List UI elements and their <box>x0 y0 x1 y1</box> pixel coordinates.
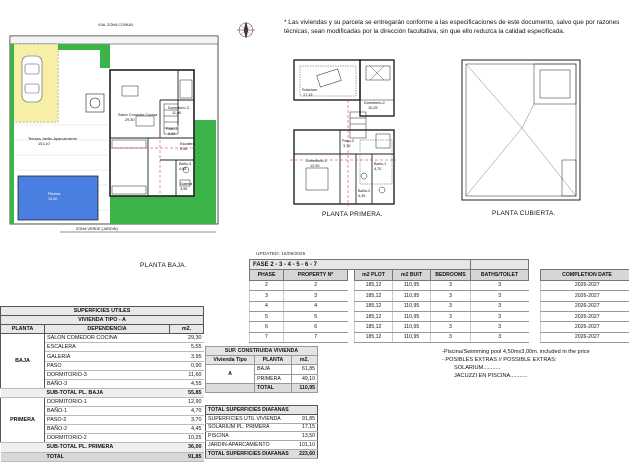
cell: 185,12 <box>355 280 393 290</box>
car-icon <box>22 56 42 102</box>
floor-label: PRIMERA <box>1 397 45 442</box>
table-title: TOTAL SUPERFICIES DIAFANAS <box>206 406 318 415</box>
ground-floor-plan <box>10 36 218 232</box>
table-row <box>250 291 629 301</box>
cell: 2 <box>250 280 284 290</box>
room-label: Baño-2 <box>358 189 371 193</box>
col-header: Vivienda Tipo <box>206 356 255 365</box>
total-row <box>1 452 204 461</box>
room-area: 3,70 <box>343 144 351 148</box>
cell: 2026-2027 <box>541 291 629 301</box>
cell: 3 <box>471 280 529 290</box>
house-type: A <box>206 365 255 383</box>
col-header: BEDROOMS <box>431 270 471 280</box>
cell: DORMITORIO-2 <box>45 434 170 443</box>
cell: 3 <box>284 291 348 301</box>
floor-label: BAJA <box>1 334 45 389</box>
table-title: SUP. CONSTRUIDA VIVIENDA <box>206 347 318 356</box>
col-header: PLANTA <box>1 325 45 334</box>
room-label: Baño-1 <box>374 162 387 166</box>
table-row <box>250 280 629 290</box>
cell: DORMITORIO-1 <box>45 397 170 406</box>
room-area: 0,90 <box>168 132 176 136</box>
cell: 0,90 <box>170 361 204 370</box>
cell: SALON COMEDOR COCINA <box>45 334 170 343</box>
cell: 185,12 <box>355 332 393 342</box>
cell: 5 <box>284 311 348 321</box>
cell: 3 <box>431 301 471 311</box>
cell: SUPERFICIES UTIL VIVIENDA <box>206 414 296 423</box>
cell: 49,10 <box>291 374 317 383</box>
col-header: m2 BUIT <box>393 270 431 280</box>
cell: DORMITORIO-3 <box>45 370 170 379</box>
cell: 3 <box>431 332 471 342</box>
room-area: 101,10 <box>38 142 50 146</box>
cell: 10,25 <box>170 434 204 443</box>
table-row <box>206 414 318 423</box>
room-area: 4,55 <box>179 167 187 171</box>
updated-date: UPDATED: 15/09/2025 <box>256 252 306 257</box>
col-header: m2 PLOT <box>355 270 393 280</box>
room-label: Solarium <box>302 88 317 92</box>
cell: 4,70 <box>170 407 204 416</box>
col-header: PLANTA <box>255 356 292 365</box>
room-area: 11,60 <box>172 111 182 115</box>
cell: 2026-2027 <box>541 280 629 290</box>
road-bottom-label: ZONA VERDE (JARDIN) <box>76 227 118 231</box>
room-area: 13,50 <box>48 197 58 201</box>
first-floor-plan <box>290 60 396 206</box>
table-row <box>206 441 318 450</box>
cell: 91,85 <box>296 414 318 423</box>
cell: 3 <box>471 291 529 301</box>
cell: 2026-2027 <box>541 301 629 311</box>
cell: SUB-TOTAL PL. BAJA <box>45 388 170 397</box>
cell: 2026-2027 <box>541 322 629 332</box>
table-subtitle: VIVIENDA TIPO - A <box>1 316 204 325</box>
cell: PASO <box>45 361 170 370</box>
extras-item: JACUZZI EN PISCINA........... <box>454 373 528 380</box>
cell: 12,90 <box>170 397 204 406</box>
cell: 61,85 <box>291 365 317 374</box>
cell: 3 <box>431 291 471 301</box>
room-area: 10,25 <box>368 106 378 110</box>
table-row <box>206 423 318 432</box>
cell: 101,10 <box>296 441 318 450</box>
first-floor-title: PLANTA PRIMERA. <box>322 211 383 218</box>
cell: 11,60 <box>170 370 204 379</box>
cell: 110,95 <box>393 322 431 332</box>
cell: BAÑO-1 <box>45 407 170 416</box>
roof-plan <box>462 60 580 200</box>
cell: 185,12 <box>355 311 393 321</box>
room-area: 4,70 <box>374 167 382 171</box>
subtotal-row <box>1 388 204 397</box>
table-row <box>250 332 629 342</box>
cell: 4 <box>284 301 348 311</box>
cell: 29,30 <box>170 334 204 343</box>
cell: 3 <box>431 311 471 321</box>
room-label: Paso-1 <box>166 127 179 131</box>
col-header: BATHS/TOILET <box>471 270 529 280</box>
cell: 13,50 <box>296 432 318 441</box>
cell: 185,12 <box>355 301 393 311</box>
room-label: Galeria <box>180 182 193 186</box>
table-row <box>1 397 204 406</box>
cell: 110,95 <box>393 332 431 342</box>
cell: TOTAL <box>45 452 170 461</box>
cell: ESCALERA <box>45 343 170 352</box>
cell: 7 <box>250 332 284 342</box>
table-title: FASE 2 - 3 - 4 - 5 - 6 - 7 <box>250 260 471 270</box>
cell: 7 <box>284 332 348 342</box>
cell: 36,00 <box>170 443 204 452</box>
cell: 5,55 <box>170 343 204 352</box>
cell: JARDIN-APARCAMIENTO <box>206 441 296 450</box>
cell: 110,95 <box>291 383 317 392</box>
col-header: DEPENDENCIA <box>45 325 170 334</box>
room-label: Dormitorio-1 <box>306 159 327 163</box>
phase-table <box>249 259 629 343</box>
room-label: Escalera <box>180 142 195 146</box>
open-surfaces-table <box>205 405 318 459</box>
extras-block <box>442 348 590 380</box>
cell: 3,70 <box>170 416 204 425</box>
cell: BAÑO-3 <box>45 379 170 388</box>
cell: 3 <box>431 280 471 290</box>
useful-surfaces-table <box>0 306 204 462</box>
road-top-label: VIAL ZONA COMUN <box>98 23 133 27</box>
cell: 185,12 <box>355 322 393 332</box>
room-label: Dormitorio-3 <box>168 106 189 110</box>
extras-title: - POSIBLES EXTRAS // POSSIBLE EXTRAS: <box>442 357 557 364</box>
total-row <box>206 449 318 458</box>
cell: 55,85 <box>170 388 204 397</box>
cell: TOTAL SUPERFICIES DIAFANAS <box>206 449 296 458</box>
col-header: m2. <box>291 356 317 365</box>
cell: 223,60 <box>296 449 318 458</box>
table-row <box>250 322 629 332</box>
cell: 6 <box>250 322 284 332</box>
room-area: 17,15 <box>303 93 313 97</box>
cell: 110,95 <box>393 280 431 290</box>
room-label: Terraza-Jardin-Aparcamiento <box>28 137 77 141</box>
pool <box>18 176 98 220</box>
cell: 4,45 <box>170 425 204 434</box>
table-row <box>250 301 629 311</box>
cell: PASO-2 <box>45 416 170 425</box>
cell: BAÑO-2 <box>45 425 170 434</box>
cell: 3,95 <box>170 352 204 361</box>
room-label: Salon Comedor Cocina <box>118 113 158 117</box>
table-title: SUPERFICIES UTILES <box>1 307 204 316</box>
cell: PRIMERA <box>255 374 292 383</box>
cell: 3 <box>471 311 529 321</box>
col-header: m2. <box>170 325 204 334</box>
cell: 4 <box>250 301 284 311</box>
room-area: 4,45 <box>358 194 366 198</box>
room-label: Piscina <box>48 192 61 196</box>
subtotal-row <box>1 443 204 452</box>
table-row <box>206 432 318 441</box>
room-label: Baño-3 <box>179 162 192 166</box>
table-row <box>1 334 204 343</box>
cell: 3 <box>471 332 529 342</box>
cell: PISCINA <box>206 432 296 441</box>
cell: 3 <box>471 301 529 311</box>
room-area: 12,90 <box>310 164 320 168</box>
roof-title: PLANTA CUBIERTA. <box>492 210 556 217</box>
cell: 110,95 <box>393 311 431 321</box>
compass-icon <box>237 22 255 38</box>
ground-floor-title: PLANTA BAJA. <box>140 262 187 269</box>
cell: SUB-TOTAL PL. PRIMERA <box>45 443 170 452</box>
col-header: PROPERTY Nº <box>284 270 348 280</box>
cell: TOTAL <box>255 383 292 392</box>
table-row <box>250 311 629 321</box>
cell: 17,15 <box>296 423 318 432</box>
cell: GALERIA <box>45 352 170 361</box>
built-surface-table <box>205 346 318 393</box>
cell: 5 <box>250 311 284 321</box>
disclaimer-note: * Las viviendas y su parcela se entregarán conforme a las especificaciones de este documento, salvo que por razones técnicas, sean modificadas por la dirección facultativa, sin que ello reduzca la calidad especificada. <box>284 19 620 35</box>
pool-note: -Piscina/Swimming pool 4,50mx3,00m. included in the price <box>442 349 590 355</box>
cell: 4,55 <box>170 379 204 388</box>
total-row <box>206 383 318 392</box>
room-label: Dormitorio-2 <box>364 101 385 105</box>
room-area: 29,30 <box>125 118 135 122</box>
cell: 3 <box>250 291 284 301</box>
cell: 185,12 <box>355 291 393 301</box>
cell: 2026-2027 <box>541 311 629 321</box>
room-area: 3,95 <box>180 187 188 191</box>
cell: 110,95 <box>393 291 431 301</box>
extras-item: SOLARIUM........... <box>454 365 501 372</box>
cell: 3 <box>471 322 529 332</box>
cell: 2 <box>284 280 348 290</box>
col-header: COMPLETION DATE <box>541 270 629 280</box>
room-label: Paso-2 <box>342 139 355 143</box>
cell: 2026-2027 <box>541 332 629 342</box>
cell: BAJA <box>255 365 292 374</box>
grill-icon <box>86 94 104 112</box>
cell: 91,85 <box>170 452 204 461</box>
cell: 110,95 <box>393 301 431 311</box>
cell: SOLARIUM PL. PRIMERA <box>206 423 296 432</box>
table-row <box>206 365 318 374</box>
cell: 3 <box>431 322 471 332</box>
col-header: PHASE <box>250 270 284 280</box>
cell: 6 <box>284 322 348 332</box>
room-area: 5,55 <box>180 147 188 151</box>
